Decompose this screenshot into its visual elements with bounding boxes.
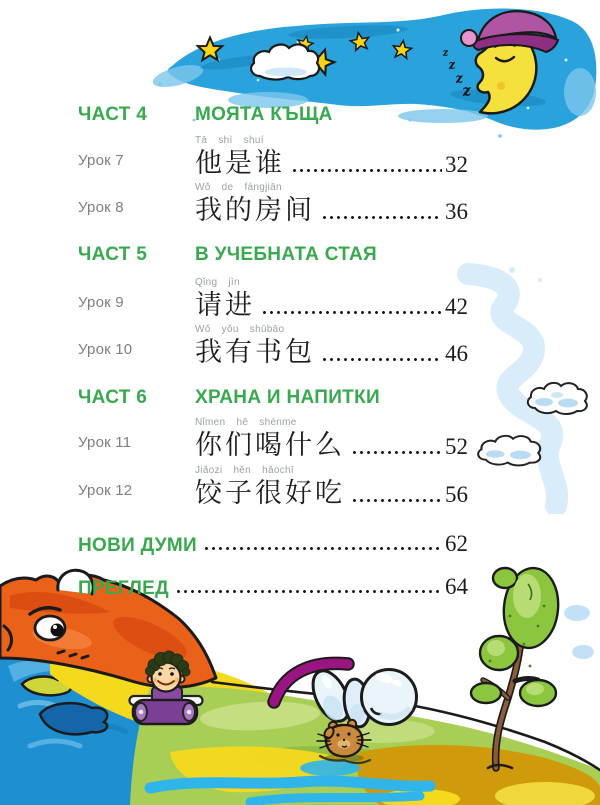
cloud-puff xyxy=(564,605,590,621)
page-number: 62 xyxy=(445,531,468,556)
entry-label: ПРЕГЛЕД xyxy=(78,578,169,599)
dot-leader xyxy=(175,574,442,600)
page-number: 56 xyxy=(445,482,468,507)
lesson-pinyin: Jiǎozi hěn hǎochī xyxy=(195,465,294,476)
part-number: ЧАСТ 6 xyxy=(78,387,148,408)
toc-lesson-row xyxy=(78,182,468,230)
lesson-pinyin: Wǒ yǒu shūbāo xyxy=(195,324,285,335)
part-heading-row xyxy=(78,244,377,266)
lesson-label: Урок 11 xyxy=(78,434,132,451)
toc-entry-row xyxy=(78,574,468,600)
lesson-title-chinese: 饺子很好吃 xyxy=(195,478,345,509)
lesson-title-chinese: 我有书包 xyxy=(195,337,315,368)
lesson-pinyin: Nǐmen hē shénme xyxy=(195,417,297,428)
lesson-title-chinese: 你们喝什么 xyxy=(195,430,345,461)
lesson-pinyin: Wǒ de fángjiān xyxy=(195,182,282,193)
page-number: 64 xyxy=(445,574,468,599)
part-number: ЧАСТ 5 xyxy=(78,244,148,265)
page-number: 32 xyxy=(445,152,468,177)
dot-leader xyxy=(291,148,442,180)
entry-label: НОВИ ДУМИ xyxy=(78,535,197,556)
nightcap-pompom xyxy=(461,30,477,46)
dot-leader xyxy=(351,430,442,462)
toc-lesson-row xyxy=(78,465,468,513)
toc-lesson-row xyxy=(78,417,468,465)
lesson-label: Урок 9 xyxy=(78,294,124,311)
dot-leader xyxy=(261,290,442,322)
lesson-label: Урок 7 xyxy=(78,152,124,169)
lesson-title-chinese: 请进 xyxy=(195,290,255,321)
lesson-pinyin: Qǐng jìn xyxy=(195,277,240,288)
toc-lesson-row xyxy=(78,324,468,372)
dot-leader xyxy=(351,478,442,510)
part-title: ХРАНА И НАПИТКИ xyxy=(195,387,380,408)
svg-text:z: z xyxy=(441,47,450,59)
page-number: 52 xyxy=(445,434,468,459)
page-number: 42 xyxy=(445,294,468,319)
small-cloud xyxy=(528,383,587,414)
cloud-puff xyxy=(572,645,594,659)
lesson-label: Урок 12 xyxy=(78,482,133,499)
dot-leader xyxy=(321,195,442,227)
dot-leader xyxy=(321,337,442,369)
svg-text:z: z xyxy=(447,57,457,72)
part-heading-row xyxy=(78,387,380,409)
lesson-label: Урок 8 xyxy=(78,199,124,216)
toc-entry-row xyxy=(78,531,468,557)
toc-lesson-row xyxy=(78,135,468,183)
lesson-title-chinese: 我的房间 xyxy=(195,195,315,226)
small-cloud xyxy=(478,436,540,466)
part-number: ЧАСТ 4 xyxy=(78,104,148,125)
part-title: В УЧЕБНАТА СТАЯ xyxy=(195,244,377,265)
lesson-label: Урок 10 xyxy=(78,341,133,358)
page-number: 46 xyxy=(445,341,468,366)
svg-text:z: z xyxy=(461,80,473,100)
lesson-pinyin: Tā shì shuí xyxy=(195,135,264,146)
lesson-title-chinese: 他是谁 xyxy=(195,148,285,179)
page-number: 36 xyxy=(445,199,468,224)
part-title: МОЯТА КЪЩА xyxy=(195,104,333,125)
dot-leader xyxy=(203,531,442,557)
svg-text:z: z xyxy=(454,71,464,87)
part-heading-row xyxy=(78,104,333,126)
toc-lesson-row xyxy=(78,277,468,325)
